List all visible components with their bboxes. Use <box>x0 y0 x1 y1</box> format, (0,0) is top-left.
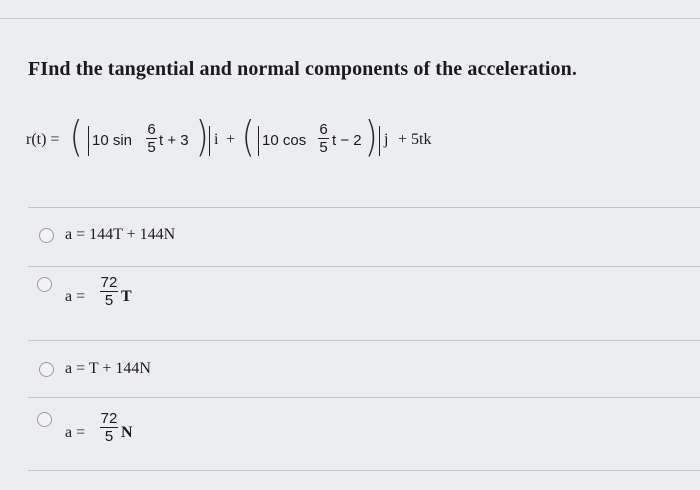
radio-option-3[interactable] <box>39 362 54 377</box>
abs-bar-3 <box>258 126 259 156</box>
option-4-num: 72 <box>100 410 118 427</box>
cos-tail: t − 2 <box>332 132 362 149</box>
divider-4 <box>28 397 700 398</box>
top-divider <box>0 0 700 19</box>
option-4[interactable] <box>28 405 668 455</box>
right-paren-2: ) <box>364 112 378 161</box>
fraction-cos <box>318 122 329 155</box>
radio-option-1[interactable] <box>39 228 54 243</box>
sin-tail: t + 3 <box>159 132 189 149</box>
fraction-cos-den: 5 <box>319 139 328 156</box>
right-paren-1: ) <box>195 112 209 161</box>
option-3-label: a = T + 144N <box>65 360 151 377</box>
plus-sign: + <box>226 131 236 148</box>
option-1-label: a = 144T + 144N <box>65 226 176 243</box>
divider-3 <box>28 340 700 341</box>
fraction-sin <box>146 122 157 155</box>
cos-term: 10 cos <box>262 132 307 149</box>
question-title: FInd the tangential and normal components of the acceleration. <box>28 58 577 80</box>
fraction-sin-den: 5 <box>147 139 156 156</box>
option-4-fraction <box>100 411 118 444</box>
option-2-fraction <box>100 275 118 308</box>
option-1[interactable] <box>28 220 668 270</box>
option-2-suffix: T <box>121 288 132 305</box>
left-paren-1: ( <box>69 112 83 161</box>
abs-bar-2 <box>209 126 210 156</box>
fraction-sin-num: 6 <box>147 121 156 138</box>
radio-option-2[interactable] <box>37 277 52 292</box>
formula-tail: + 5tk <box>398 131 432 148</box>
option-2-den: 5 <box>104 292 114 309</box>
left-paren-2: ( <box>241 112 255 161</box>
abs-bar-1 <box>88 126 89 156</box>
radio-option-4[interactable] <box>37 412 52 427</box>
unit-i: i <box>214 131 219 148</box>
divider-2 <box>28 266 700 267</box>
divider-1 <box>28 207 700 208</box>
option-2-prefix: a = <box>65 288 86 305</box>
option-4-suffix: N <box>121 424 133 441</box>
option-4-den: 5 <box>104 428 114 445</box>
option-2[interactable] <box>28 272 668 322</box>
abs-bar-4 <box>379 126 380 156</box>
position-vector-formula <box>26 112 666 170</box>
unit-j: j <box>384 131 389 148</box>
divider-5 <box>28 470 700 471</box>
option-4-prefix: a = <box>65 424 86 441</box>
sin-term: 10 sin <box>92 132 133 149</box>
fraction-cos-num: 6 <box>319 121 328 138</box>
option-2-num: 72 <box>100 274 118 291</box>
formula-lhs: r(t) = <box>26 131 60 148</box>
